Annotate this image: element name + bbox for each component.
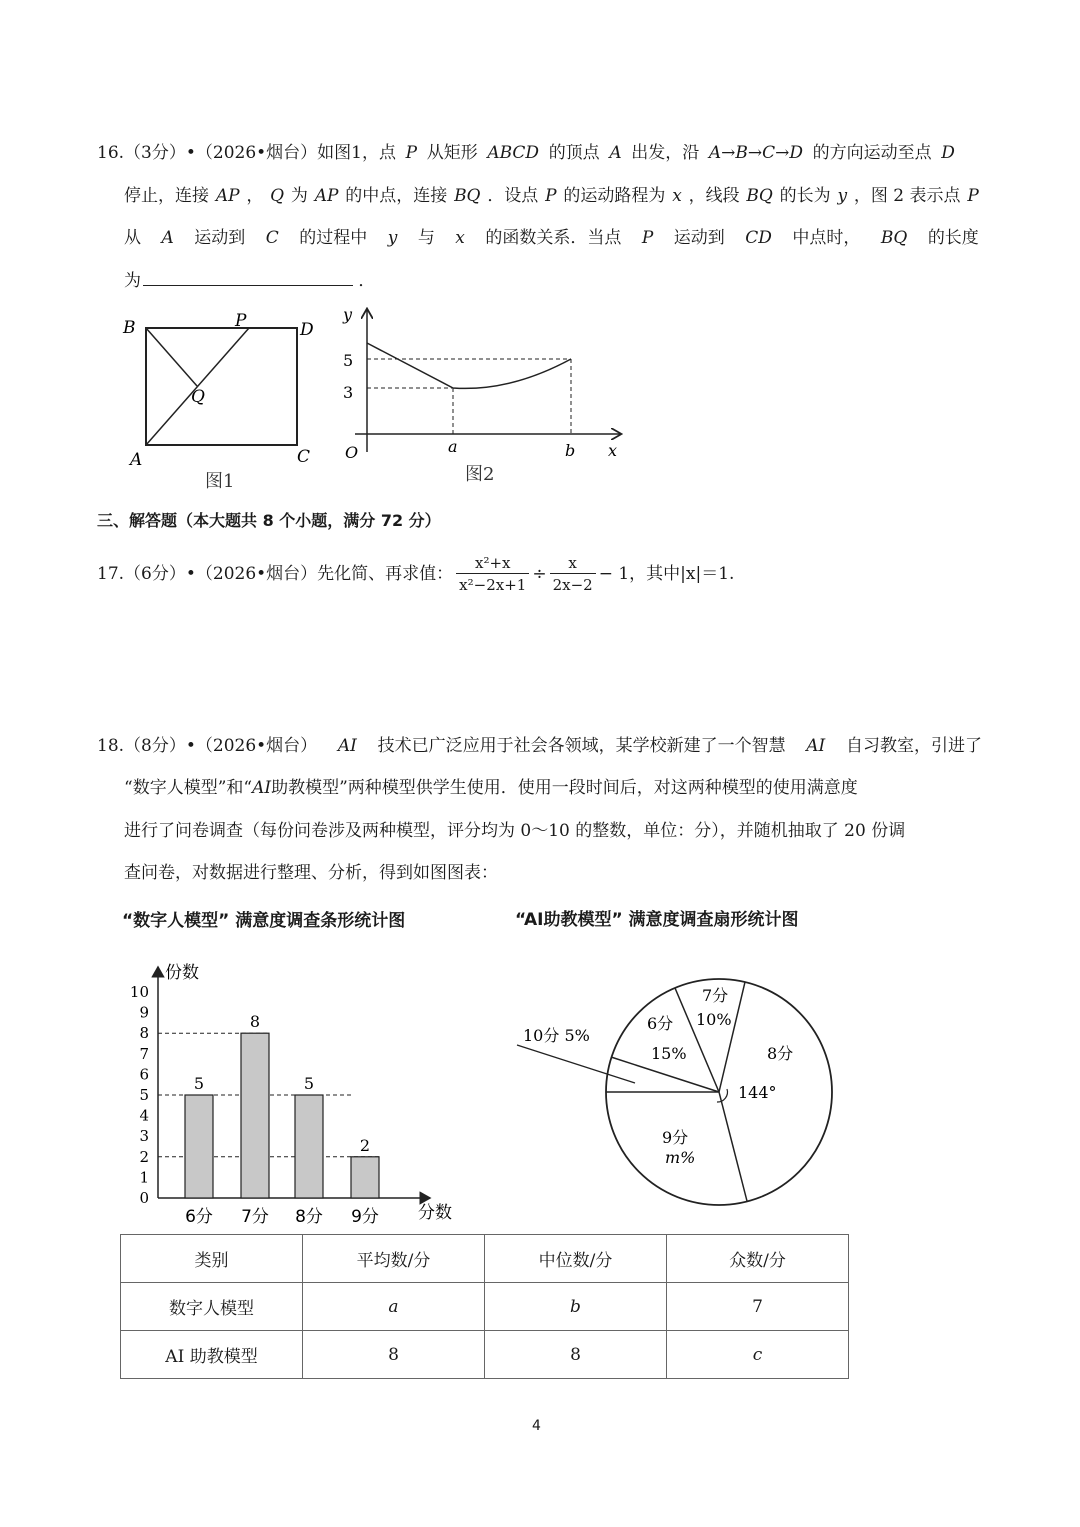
q18-line2: [124, 777, 858, 799]
tick-5: 5: [343, 351, 354, 370]
fraction-2-numerator: x: [550, 553, 596, 574]
text-segment: BQ: [454, 186, 481, 206]
cell-median: b: [485, 1283, 667, 1331]
text-segment: x: [455, 228, 465, 248]
text-segment: P: [641, 228, 654, 248]
bar-chart: [125, 955, 470, 1235]
answer-blank[interactable]: [143, 269, 353, 286]
text-segment: A: [609, 143, 622, 163]
q16-line3: [124, 227, 979, 249]
bar-y-tick: 10: [129, 983, 149, 1001]
bar-8分: [295, 1095, 323, 1198]
text-segment: Q: [270, 186, 285, 206]
text-segment: 技术已广泛应用于社会各领域，某学校新建了一个智慧: [377, 736, 786, 756]
fraction-2-denominator: 2x−2: [552, 576, 593, 594]
text-segment: 的运动路程为: [563, 186, 666, 206]
text-segment: ，: [246, 186, 264, 206]
text-segment: 的中点，连接: [345, 186, 448, 206]
text-segment: “数字人模型”和“: [124, 778, 253, 798]
text-segment: 18.（8分）•（2026•烟台）: [97, 736, 318, 756]
label-d: D: [300, 320, 314, 340]
cell-category: AI 助教模型: [121, 1331, 303, 1379]
text-segment: ，线段: [688, 186, 740, 206]
pie-label-8: 8分: [767, 1044, 794, 1063]
label-o: O: [345, 443, 359, 462]
bar-9分: [351, 1157, 379, 1198]
bar-value-label: 2: [359, 1135, 371, 1155]
q16-answer-prefix: 为: [124, 271, 141, 291]
q16-line2: [124, 185, 979, 207]
bar-y-tick: 1: [139, 1168, 149, 1187]
header-mode: 众数/分: [667, 1235, 849, 1283]
text-segment: 自习教室，引进了: [845, 736, 982, 756]
bar-y-tick: 8: [139, 1024, 149, 1043]
table-row: [121, 1331, 849, 1379]
text-segment: 运动到: [673, 228, 725, 248]
text-segment: AI: [252, 778, 272, 798]
text-segment: P: [967, 186, 979, 206]
label-y: y: [343, 305, 353, 324]
pie-label-10: 10分 5%: [523, 1026, 590, 1045]
q17: [97, 550, 734, 598]
bar-value-label: 5: [193, 1074, 205, 1093]
pie-pct-9: m%: [665, 1148, 696, 1167]
bar-category-label: 8分: [295, 1207, 323, 1227]
cell-category: 数字人模型: [121, 1283, 303, 1331]
figure-1-caption: 图1: [205, 471, 235, 492]
text-segment: ，图 2 表示点: [853, 186, 961, 206]
bar-value-label: 8: [249, 1012, 261, 1032]
label-q: Q: [191, 387, 205, 407]
table-header-row: [121, 1235, 849, 1283]
bar-y-tick: 2: [139, 1147, 149, 1166]
cell-mean: 8: [303, 1331, 485, 1379]
bar-category-label: 9分: [351, 1207, 379, 1227]
bar-category-label: 6分: [185, 1207, 213, 1227]
pie-pct-7: 10%: [696, 1010, 732, 1029]
q18-line1: [97, 735, 982, 757]
header-mean: 平均数/分: [303, 1235, 485, 1283]
text-segment: 16.（3分）•（2026•烟台）如图1，点: [97, 143, 396, 163]
cell-mode: 7: [667, 1283, 849, 1331]
pie-boundary-8-9: [719, 1092, 747, 1201]
text-segment: 的函数关系．当点: [485, 228, 622, 248]
label-x: x: [608, 441, 618, 460]
q16-line4: [124, 269, 375, 292]
text-segment: BQ: [746, 186, 773, 206]
q17-suffix: − 1，其中|x|＝1.: [598, 564, 735, 584]
figure-2-caption: 图2: [465, 464, 495, 485]
label-a: a: [448, 437, 458, 456]
text-segment: 的过程中: [299, 228, 368, 248]
cell-mean: a: [303, 1283, 485, 1331]
bar-y-tick: 5: [139, 1086, 149, 1104]
bar-y-tick: 4: [139, 1106, 149, 1125]
pie-leader-10: [517, 1045, 635, 1083]
text-segment: 的顶点: [548, 143, 600, 163]
text-segment: P: [545, 186, 557, 206]
pie-pct-6: 15%: [651, 1044, 687, 1063]
header-median: 中位数/分: [485, 1235, 667, 1283]
text-segment: 从: [124, 228, 141, 248]
fraction-2: [550, 553, 596, 596]
text-segment: AP: [314, 186, 339, 206]
text-segment: P: [405, 143, 418, 163]
stats-table: [120, 1234, 849, 1379]
label-b: B: [123, 318, 136, 338]
figure-1: [115, 305, 325, 495]
bar-x-label: 分数: [418, 1203, 452, 1223]
fraction-1: [456, 553, 529, 596]
bar-y-label: 份数: [165, 963, 199, 983]
section-heading: 三、解答题（本大题共 8 个小题，满分 72 分）: [97, 511, 441, 530]
text-segment: 的长为: [779, 186, 831, 206]
text-segment: D: [941, 143, 955, 163]
text-segment: 出发，沿: [631, 143, 700, 163]
divide-sign: ÷: [532, 564, 547, 584]
text-segment: A: [161, 228, 174, 248]
label-a: A: [130, 450, 143, 470]
bar-y-tick: 9: [139, 1003, 149, 1022]
cell-median: 8: [485, 1331, 667, 1379]
pie-chart-title: “AI助教模型” 满意度调查扇形统计图: [515, 910, 799, 930]
text-segment: 的方向运动至点: [812, 143, 932, 163]
bar-y-tick: 3: [139, 1127, 149, 1146]
cell-mode: c: [667, 1331, 849, 1379]
bar-6分: [185, 1095, 213, 1198]
text-segment: 停止，连接: [124, 186, 209, 206]
q18-line3: 进行了问卷调查（每份问卷涉及两种模型，评分均为 0～10 的整数，单位：分），并随机抽取了 20 份调: [124, 821, 906, 841]
text-segment: CD: [745, 228, 772, 248]
text-segment: ．设点: [487, 186, 539, 206]
bar-category-label: 7分: [241, 1207, 269, 1227]
header-category: 类别: [121, 1235, 303, 1283]
text-segment: C: [265, 228, 279, 248]
pie-label-9: 9分: [662, 1128, 689, 1147]
table-row: [121, 1283, 849, 1331]
fraction-1-denominator: x²−2x+1: [459, 576, 527, 594]
bar-y-tick: 0: [139, 1189, 149, 1207]
bar-value-label: 5: [303, 1074, 315, 1093]
page-number: 4: [532, 1418, 541, 1434]
pie-angle-8: 144°: [738, 1083, 777, 1102]
text-segment: AP: [215, 186, 240, 206]
text-segment: 中点时，: [792, 228, 861, 248]
text-segment: x: [672, 186, 682, 206]
label-p: P: [235, 311, 247, 331]
text-segment: 运动到: [194, 228, 246, 248]
text-segment: BQ: [880, 228, 908, 248]
segment-bq: [146, 328, 197, 386]
text-segment: 与: [417, 228, 435, 248]
function-curve: [367, 343, 571, 388]
text-segment: 为: [290, 186, 308, 206]
label-c: C: [297, 447, 311, 467]
text-segment: A→B→C→D: [708, 143, 803, 163]
label-b: b: [565, 441, 576, 460]
text-segment: ABCD: [487, 143, 540, 163]
pie-chart: [505, 955, 845, 1215]
bar-7分: [241, 1033, 269, 1198]
figure-2: [335, 300, 630, 495]
pie-label-7: 7分: [702, 986, 729, 1005]
fraction-1-numerator: x²+x: [456, 553, 529, 574]
text-segment: y: [837, 186, 848, 206]
rectangle-abcd: [146, 328, 297, 445]
text-segment: y: [387, 228, 398, 248]
q18-line4: 查问卷，对数据进行整理、分析，得到如图图表：: [124, 863, 498, 883]
pie-label-6: 6分: [647, 1014, 674, 1033]
bar-y-tick: 6: [139, 1065, 149, 1084]
bar-chart-title: “数字人模型” 满意度调查条形统计图: [122, 911, 406, 931]
text-segment: 从矩形: [426, 143, 478, 163]
bar-y-tick: 7: [139, 1044, 149, 1063]
tick-3: 3: [343, 383, 354, 402]
q17-prefix: 17.（6分）•（2026•烟台）先化简、再求值：: [97, 564, 454, 584]
q16-answer-suffix: ．: [358, 271, 376, 291]
text-segment: 助教模型”两种模型供学生使用．使用一段时间后，对这两种模型的使用满意度: [271, 778, 858, 798]
text-segment: AI: [337, 736, 357, 756]
q16-line1: [97, 142, 955, 164]
text-segment: 的长度: [927, 228, 979, 248]
text-segment: AI: [806, 736, 826, 756]
